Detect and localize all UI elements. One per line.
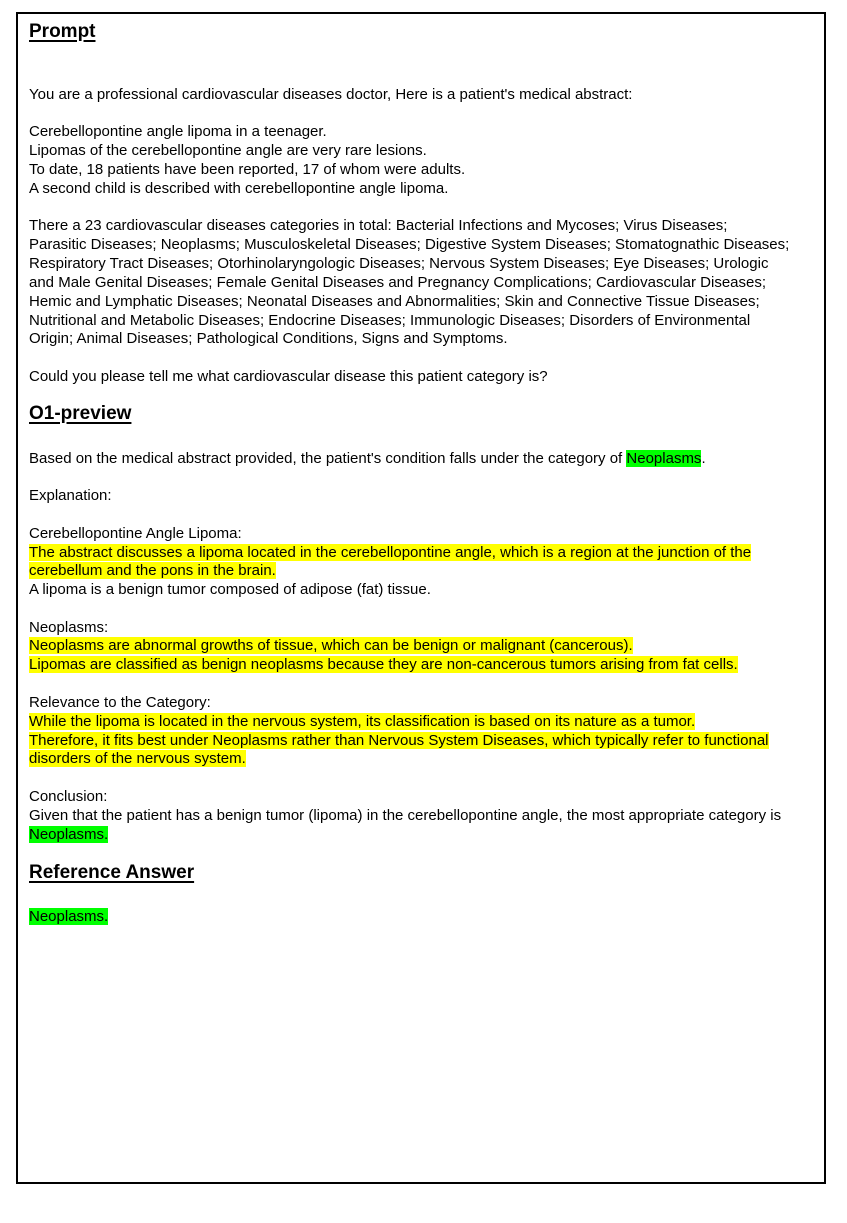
o1-answer-highlight: Neoplasms — [626, 450, 702, 467]
abstract-line: A second child is described with cerebellopontine angle lipoma. — [29, 180, 449, 197]
abstract-line: Cerebellopontine angle lipoma in a teenager. — [29, 123, 327, 140]
conclusion-text: Given that the patient has a benign tumor (lipoma) in the cerebellopontine angle, the most appropriate category is — [29, 807, 782, 824]
conclusion-highlight: Neoplasms. — [29, 826, 109, 843]
highlighted-text: cerebellum and the pons in the brain. — [29, 562, 276, 579]
section-title: Relevance to the Category: — [29, 694, 211, 711]
highlighted-line — [29, 713, 695, 731]
highlighted-text: The abstract discusses a lipoma located in the cerebellopontine angle, which is a region at the junction of the — [29, 544, 752, 561]
highlighted-line — [29, 637, 633, 655]
categories-line: Nutritional and Metabolic Diseases; Endocrine Diseases; Immunologic Diseases; Disorders of Environmental — [29, 312, 751, 329]
highlighted-line — [29, 750, 246, 768]
abstract-line: Lipomas of the cerebellopontine angle are very rare lesions. — [29, 142, 427, 159]
highlighted-text: disorders of the nervous system. — [29, 750, 246, 767]
o1-answer-prefix: Based on the medical abstract provided, the patient's condition falls under the category of — [29, 450, 627, 467]
section-title: Neoplasms: — [29, 619, 109, 636]
o1-answer-suffix: . — [701, 450, 706, 467]
reference-heading: Reference Answer — [29, 862, 195, 883]
section-text: A lipoma is a benign tumor composed of adipose (fat) tissue. — [29, 581, 431, 598]
highlighted-text: Neoplasms are abnormal growths of tissue, which can be benign or malignant (cancerous). — [29, 637, 633, 654]
highlighted-line — [29, 732, 769, 750]
highlighted-line — [29, 544, 751, 562]
categories-line: Hemic and Lymphatic Diseases; Neonatal Diseases and Abnormalities; Skin and Connective Tissue Diseases; — [29, 293, 760, 310]
categories-line: Respiratory Tract Diseases; Otorhinolaryngologic Diseases; Nervous System Diseases; Eye Diseases; Urologic — [29, 255, 769, 272]
prompt-question: Could you please tell me what cardiovascular disease this patient category is? — [29, 368, 548, 385]
highlighted-text: While the lipoma is located in the nervous system, its classification is based on its nature as a tumor. — [29, 713, 696, 730]
conclusion-title: Conclusion: — [29, 788, 108, 805]
prompt-heading: Prompt — [29, 21, 96, 42]
highlighted-line — [29, 656, 738, 674]
highlighted-text: Therefore, it fits best under Neoplasms rather than Nervous System Diseases, which typically refer to functional — [29, 732, 769, 749]
section-title: Cerebellopontine Angle Lipoma: — [29, 525, 242, 542]
categories-line: and Male Genital Diseases; Female Genital Diseases and Pregnancy Complications; Cardiovascular Diseases; — [29, 274, 767, 291]
categories-line: Parasitic Diseases; Neoplasms; Musculoskeletal Diseases; Digestive System Diseases; Stomatognathic Diseases; — [29, 236, 790, 253]
explanation-label: Explanation: — [29, 487, 112, 504]
categories-line: Origin; Animal Diseases; Pathological Conditions, Signs and Symptoms. — [29, 330, 508, 347]
abstract-line: To date, 18 patients have been reported, 17 of whom were adults. — [29, 161, 466, 178]
categories-line: There a 23 cardiovascular diseases categories in total: Bacterial Infections and Mycoses; Virus Diseases; — [29, 217, 728, 234]
conclusion-highlight-line — [29, 826, 108, 844]
highlighted-line — [29, 562, 276, 580]
reference-answer-line — [29, 908, 108, 926]
reference-answer: Neoplasms. — [29, 908, 109, 925]
highlighted-text: Lipomas are classified as benign neoplasms because they are non-cancerous tumors arising from fat cells. — [29, 656, 738, 673]
o1-heading: O1-preview — [29, 403, 132, 424]
prompt-intro: You are a professional cardiovascular diseases doctor, Here is a patient's medical abstract: — [29, 86, 633, 103]
o1-answer — [29, 450, 706, 468]
